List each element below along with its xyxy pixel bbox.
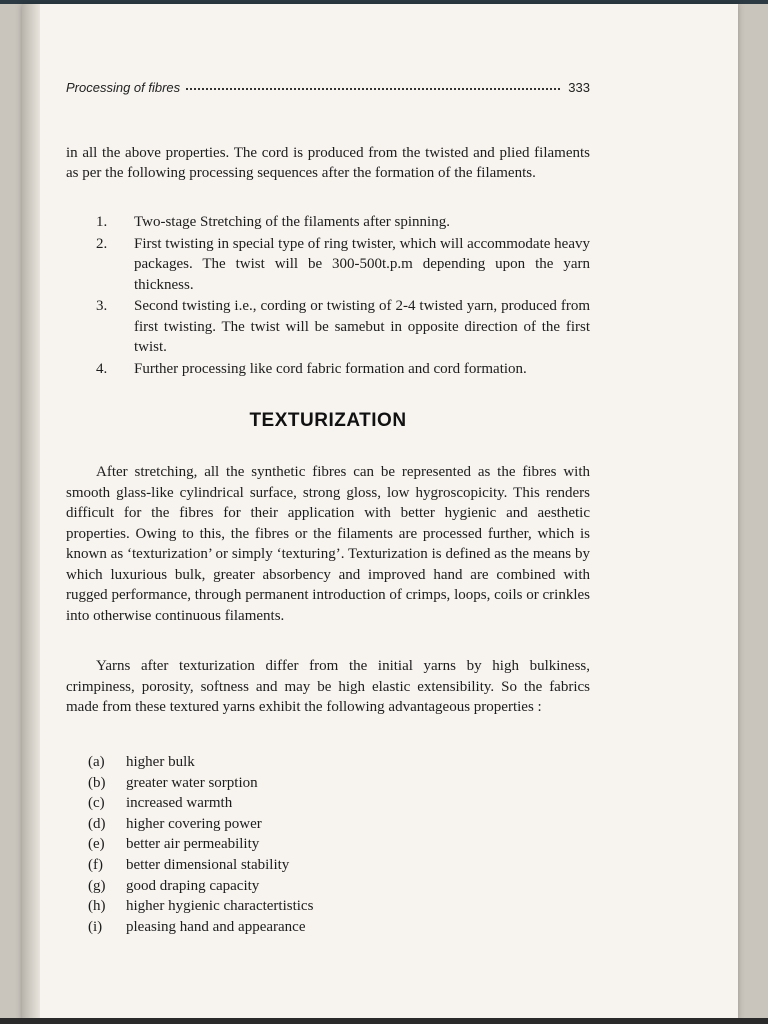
list-item-text: higher hygienic charactertistics bbox=[126, 898, 314, 915]
list-item-marker: (b) bbox=[88, 774, 106, 791]
list-item-marker: (g) bbox=[88, 877, 106, 894]
page-number: 333 bbox=[564, 80, 590, 95]
header-title: Processing of fibres bbox=[66, 80, 184, 95]
list-item bbox=[88, 834, 488, 855]
page-gutter-shadow bbox=[22, 4, 40, 1022]
intro-paragraph: in all the above properties. The cord is produced from the twisted and plied filaments as per the following processing sequences after the formation of the filaments. bbox=[66, 145, 590, 181]
list-item bbox=[96, 296, 590, 358]
list-item bbox=[88, 855, 488, 876]
list-item-marker: (h) bbox=[88, 898, 106, 915]
list-item-number: 4. bbox=[96, 360, 108, 377]
list-item-marker: (c) bbox=[88, 795, 105, 812]
section-heading: TEXTURIZATION bbox=[249, 410, 407, 431]
list-item-text: higher covering power bbox=[126, 815, 262, 832]
list-item-number: 2. bbox=[96, 235, 108, 252]
list-item-text: increased warmth bbox=[126, 795, 233, 812]
list-item-text: better dimensional stability bbox=[126, 856, 290, 873]
list-item-marker: (e) bbox=[88, 836, 105, 853]
list-item-marker: (d) bbox=[88, 815, 106, 832]
texturization-paragraph: After stretching, all the synthetic fibres can be represented as the fibres with smooth glass-like cylindrical surface, strong gloss, low hygroscopicity. This renders difficult for the fibres for their application with better hygienic and aesthetic properties. Owing to this, the fibres or the filaments are processed further, which is known as ‘texturization’ or simply ‘texturing’. Texturization is defined as the means by which luxurious bulk, greater absorbency and improved hand are combined with rugged performance, through permanent introduction of crimps, loops, coils or crinkles into otherwise continuous filaments. bbox=[66, 464, 590, 624]
list-item bbox=[96, 212, 590, 233]
photo-bottom-edge bbox=[0, 1018, 768, 1024]
list-item-text: First twisting in special type of ring twister, which will accommodate heavy packages. The twist will be 300-500t.p.m depending upon the yarn thickness. bbox=[134, 235, 590, 293]
list-item-text: better air permeability bbox=[126, 836, 260, 853]
properties-list bbox=[88, 752, 488, 937]
list-item-text: pleasing hand and appearance bbox=[126, 918, 306, 935]
list-item-text: Further processing like cord fabric formation and cord formation. bbox=[134, 360, 527, 377]
list-item bbox=[88, 814, 488, 835]
list-item bbox=[96, 234, 590, 296]
list-item-marker: (f) bbox=[88, 856, 103, 873]
list-item bbox=[88, 896, 488, 917]
list-item bbox=[88, 793, 488, 814]
list-item bbox=[96, 359, 590, 380]
list-item-marker: (a) bbox=[88, 754, 105, 770]
list-item bbox=[88, 752, 488, 773]
list-item-text: good draping capacity bbox=[126, 877, 260, 894]
list-item bbox=[88, 773, 488, 794]
list-item-number: 1. bbox=[96, 214, 108, 230]
list-item-text: greater water sorption bbox=[126, 774, 258, 791]
list-item-number: 3. bbox=[96, 298, 108, 314]
list-item bbox=[88, 917, 488, 938]
list-item-text: higher bulk bbox=[126, 754, 195, 770]
list-item-text: Two-stage Stretching of the filaments after spinning. bbox=[134, 214, 450, 230]
list-item bbox=[88, 876, 488, 897]
textured-yarns-paragraph: Yarns after texturization differ from the initial yarns by high bulkiness, crimpiness, porosity, softness and may be high elastic extensibility. So the fabrics made from these textured yarns exhibit the following advantageous properties : bbox=[66, 658, 590, 715]
processing-steps-list bbox=[96, 212, 590, 380]
list-item-text: Second twisting i.e., cording or twisting of 2-4 twisted yarn, produced from first twisting. The twist will be samebut in opposite direction of the first twist. bbox=[134, 298, 590, 355]
running-header bbox=[66, 78, 590, 98]
list-item-marker: (i) bbox=[88, 918, 103, 935]
